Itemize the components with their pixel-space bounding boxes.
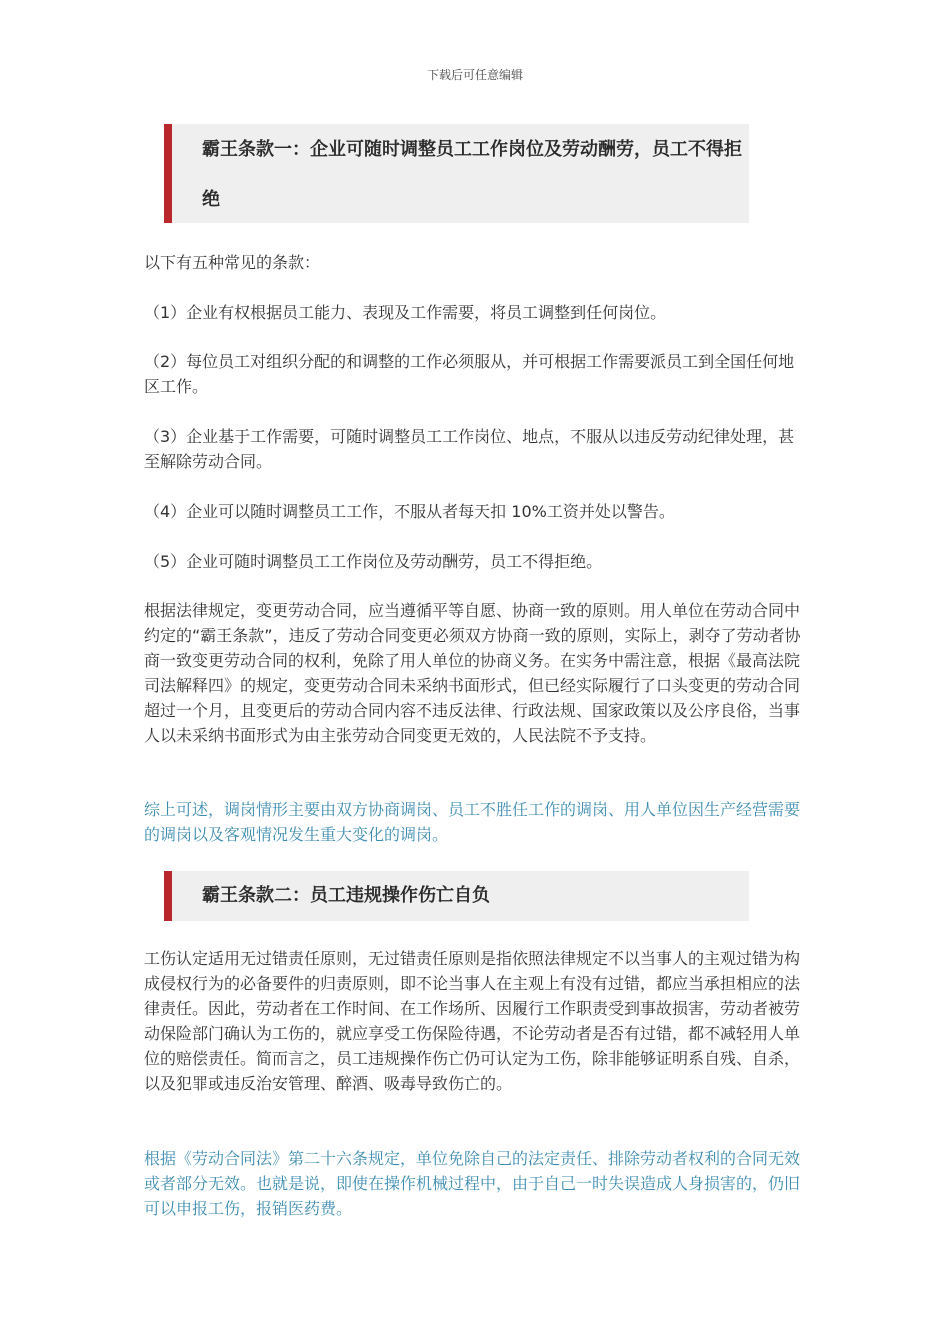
section-heading-2: 霸王条款二：员工违规操作伤亡自负	[164, 871, 749, 921]
section1-summary: 综上可述，调岗情形主要由双方协商调岗、员工不胜任工作的调岗、用人单位因生产经营需要的调岗以及客观情况发生重大变化的调岗。	[144, 800, 801, 844]
clause-item-1: （1）企业有权根据员工能力、表现及工作需要，将员工调整到任何岗位。	[144, 303, 667, 322]
section2-analysis: 工伤认定适用无过错责任原则，无过错责任原则是指依照法律规定不以当事人的主观过错为构成侵权行为的必备要件的归责原则，即不论当事人在主观上有没有过错，都应当承担相应的法律责任。因此，劳动者在工作时间、在工作场所、因履行工作职责受到事故损害，劳动者被劳动保险部门确认为工伤的，就应享受工伤保险待遇，不论劳动者是否有过错，都不减轻用人单位的赔偿责任。简而言之，员工违规操作伤亡仍可认定为工伤，除非能够证明系自残、自杀，以及犯罪或违反治安管理、醉酒、吸毒导致伤亡的。	[144, 949, 801, 1093]
section1-analysis: 根据法律规定，变更劳动合同，应当遵循平等自愿、协商一致的原则。用人单位在劳动合同中约定的“霸王条款”，违反了劳动合同变更必须双方协商一致的原则，实际上，剥夺了劳动者协商一致变更劳动合同的权利，免除了用人单位的协商义务。在实务中需注意，根据《最高法院司法解释四》的规定，变更劳动合同未采纳书面形式，但已经实际履行了口头变更的劳动合同超过一个月，且变更后的劳动合同内容不违反法律、行政法规、国家政策以及公序良俗，当事人以未采纳书面形式为由主张劳动合同变更无效的，人民法院不予支持。	[144, 601, 801, 745]
clause-item-5: （5）企业可随时调整员工工作岗位及劳动酬劳，员工不得拒绝。	[144, 552, 603, 571]
clause-item-3: （3）企业基于工作需要，可随时调整员工工作岗位、地点，不服从以违反劳动纪律处理，甚至解除劳动合同。	[144, 427, 795, 471]
section-heading-1: 霸王条款一：企业可随时调整员工工作岗位及劳动酬劳，员工不得拒绝	[164, 124, 749, 223]
clause-item-4: （4）企业可以随时调整员工工作，不服从者每天扣 10%工资并处以警告。	[144, 502, 675, 521]
header-note: 下载后可任意编辑	[426, 68, 523, 82]
section1-intro: 以下有五种常见的条款：	[144, 253, 321, 272]
section2-summary: 根据《劳动合同法》第二十六条规定，单位免除自己的法定责任、排除劳动者权利的合同无效或者部分无效。也就是说，即使在操作机械过程中，由于自己一时失误造成人身损害的，仍旧可以申报工伤，报销医药费。	[144, 1149, 801, 1218]
clause-item-2: （2）每位员工对组织分配的和调整的工作必须服从，并可根据工作需要派员工到全国任何地区工作。	[144, 352, 795, 396]
